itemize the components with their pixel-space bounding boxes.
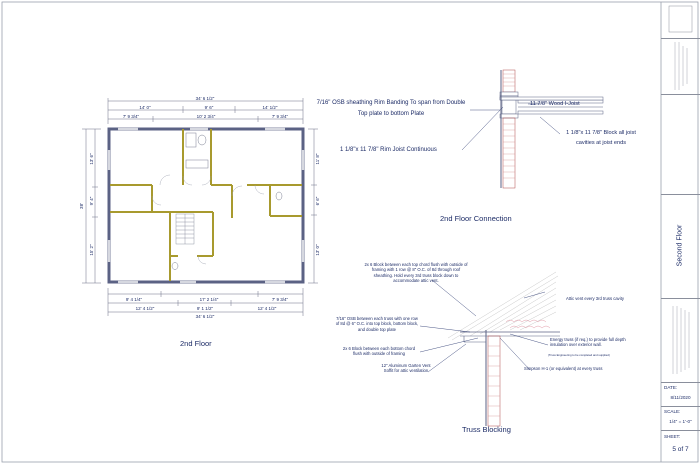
floor-plan-title: 2nd Floor — [180, 339, 212, 348]
tb-sheet-name-cell — [661, 194, 700, 299]
logo-icon — [661, 0, 700, 38]
dim-bottom-c: 7' 9 3/4" — [271, 297, 289, 302]
truss-note-osb: 7/16" OSB between each truss with one row of 8d @ 6" O.C. into top block, bottom block, and double top plate — [335, 316, 419, 332]
tb-notes-cell — [661, 94, 700, 195]
date-value: 8/11/2020 — [670, 395, 691, 400]
connection-title: 2nd Floor Connection — [440, 214, 512, 223]
connection-note-ijoist: 11 7/8" Wood I-Joist — [530, 101, 580, 107]
truss-note-attic-vent: Attic vent every 3rd truss cavity — [566, 296, 624, 301]
sheet-name: Second Floor — [676, 224, 684, 267]
tb-designer-cell — [661, 298, 700, 383]
truss-note-simpson: Simpson H-1 (or equivalent) at every truss — [524, 366, 603, 371]
floor-plan — [82, 98, 318, 316]
connection-note-osb: 7/16" OSB sheathing Rim Banding To span from Double Top plate to bottom Plate — [316, 100, 466, 117]
dim-bottom-a: 9' 4 1/4" — [125, 297, 143, 302]
dim-bottom-overall: 34' 6 1/2" — [195, 314, 215, 319]
dim-bottom-e: 9' 1 1/2" — [196, 306, 214, 311]
dim-right-b: 6' 6" — [315, 196, 320, 206]
dim-top-d: 7' 9 3/4" — [122, 114, 140, 119]
dim-bottom-b: 17' 2 1/4" — [199, 297, 219, 302]
truss-note-energy-small: (Truss Engineering to be completed and supplied) — [548, 353, 610, 357]
truss-note-top-chord: 2x 6 Block between each top chord flush with outside of framing with 1 row @ 8" O.C. of 8d through roof sheathing. Hold every 3rd truss block down to accommodate attic vent. — [364, 262, 468, 284]
date-label: DATE: — [664, 385, 678, 390]
tb-project-cell — [661, 38, 700, 95]
dim-top-a: 14' 0" — [139, 105, 151, 110]
sheet-value: 5 of 7 — [672, 446, 689, 453]
truss-title: Truss Blocking — [462, 425, 511, 434]
tb-scale-cell — [661, 406, 700, 431]
scale-label: SCALE: — [664, 409, 681, 414]
dim-top-b: 9' 6" — [204, 105, 214, 110]
connection-note-block: 1 1/8"x 11 7/8" Block all joist cavities at joist ends — [566, 130, 636, 146]
connection-note-rim: 1 1/8"x 11 7/8" Rim Joist Continuous — [340, 147, 437, 153]
designer-text-block — [661, 298, 700, 382]
truss-note-energy: Energy truss (if req.) to provide full depth insulation over exterior wall. — [550, 337, 626, 348]
tb-date-cell — [661, 382, 700, 407]
tb-logo-cell — [661, 0, 700, 39]
dim-top-overall: 34' 6 1/2" — [195, 96, 215, 101]
dim-bottom-f: 12' 4 1/2" — [257, 306, 277, 311]
dim-bottom-d: 12' 4 1/2" — [135, 306, 155, 311]
dim-right-c: 13' 0" — [315, 244, 320, 256]
dim-left-overall: 38' — [79, 203, 84, 209]
dim-right-a: 11' 8" — [315, 153, 320, 165]
tb-sheet-cell — [661, 430, 700, 463]
project-text-block — [661, 38, 700, 94]
title-block — [661, 0, 700, 464]
dim-top-f: 7' 9 3/4" — [271, 114, 289, 119]
dim-top-e: 10' 2 3/4" — [196, 114, 216, 119]
truss-detail — [420, 272, 560, 426]
truss-note-bottom-chord: 2x 6 Block between each bottom chord flush with outside of framing — [342, 346, 416, 357]
truss-note-soffit: 12" Aluminum Garten Vent Soffit for attic ventilation — [381, 363, 431, 374]
scale-value: 1/4" = 1'-0" — [669, 419, 692, 424]
dim-left-c: 15' 2" — [89, 244, 94, 256]
dim-left-a: 13' 6" — [89, 153, 94, 165]
sheet-label: SHEET: — [664, 434, 681, 439]
dim-left-b: 9' 4" — [89, 196, 94, 206]
dim-top-c: 14' 1/2" — [262, 105, 278, 110]
